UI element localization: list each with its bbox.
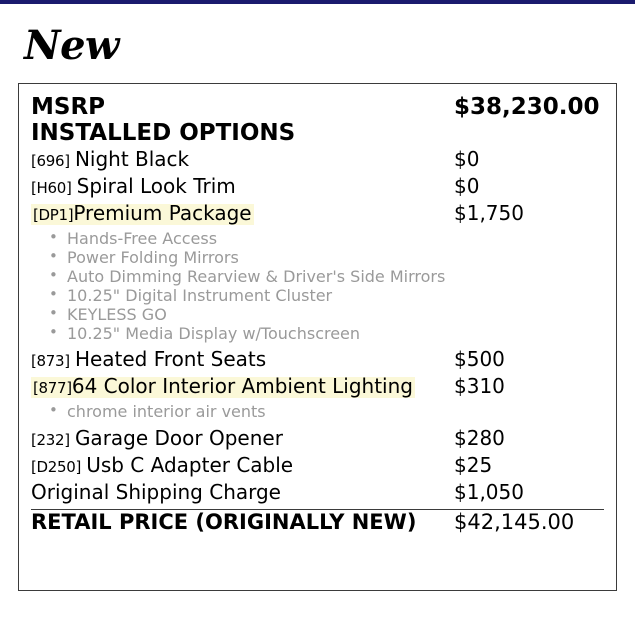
table-row [31,346,604,373]
option-label-cell [31,479,454,506]
pricing-table [31,94,604,534]
option-code: [873] [31,352,70,371]
table-row-retail-price [31,510,604,534]
option-code: [877] [33,379,72,398]
option-price: $500 [454,347,505,372]
page-title: New [24,22,119,69]
option-label-cell [31,200,454,346]
option-label-cell [31,146,454,173]
option-code: [D250] [31,458,82,477]
option-sub-list [31,230,454,342]
option-code: [DP1] [33,206,74,224]
table-row [31,173,604,200]
retail-price-label: RETAIL PRICE (ORIGINALLY NEW) [31,510,417,535]
retail-price-value: $42,145.00 [454,510,575,535]
table-row [31,479,604,506]
option-label-cell [31,373,454,425]
option-price: $280 [454,426,505,451]
option-name: 64 Color Interior Ambient Lighting [71,374,413,399]
table-row [31,373,604,425]
option-name: Usb C Adapter Cable [86,453,294,478]
window-sticker-panel [18,83,617,591]
table-row [31,425,604,452]
option-name: Spiral Look Trim [76,174,236,198]
table-row-installed-options-heading [31,120,604,146]
list-item: • Auto Dimming Rearview & Driver's Side Mirrors [49,268,454,286]
option-code: [H60] [31,179,72,197]
list-item: • 10.25" Digital Instrument Cluster [49,287,454,305]
option-price: $1,750 [454,201,524,225]
option-label-cell [31,173,454,200]
option-highlight [31,374,415,399]
option-price: $310 [454,374,505,399]
option-name: Night Black [74,147,190,171]
page-container [0,22,635,591]
option-code: [232] [31,431,70,450]
table-row-msrp [31,94,604,120]
installed-options-heading: INSTALLED OPTIONS [31,120,296,146]
option-code: [696] [31,152,70,170]
option-price: $1,050 [454,480,524,505]
option-label-cell [31,425,454,452]
table-row [31,146,604,173]
pricing-table-body [31,94,604,534]
option-label-cell [31,346,454,373]
list-item: • KEYLESS GO [49,306,454,324]
list-item: • Hands-Free Access [49,230,454,248]
option-price: $0 [454,174,480,198]
option-price: $0 [454,147,480,171]
option-name: Garage Door Opener [74,426,283,451]
option-label-cell [31,452,454,479]
table-row [31,200,604,346]
option-highlight [31,201,254,225]
msrp-value: $38,230.00 [454,94,600,120]
table-row [31,452,604,479]
list-item: • Power Folding Mirrors [49,249,454,267]
option-name: Premium Package [73,201,252,225]
option-name: Original Shipping Charge [31,480,281,505]
list-item: • 10.25" Media Display w/Touchscreen [49,325,454,343]
option-name: Heated Front Seats [74,347,267,372]
list-item: • chrome interior air vents [49,403,454,421]
top-accent-bar [0,0,635,4]
option-price: $25 [454,453,493,478]
option-sub-list [31,403,454,421]
msrp-label: MSRP [31,94,106,120]
